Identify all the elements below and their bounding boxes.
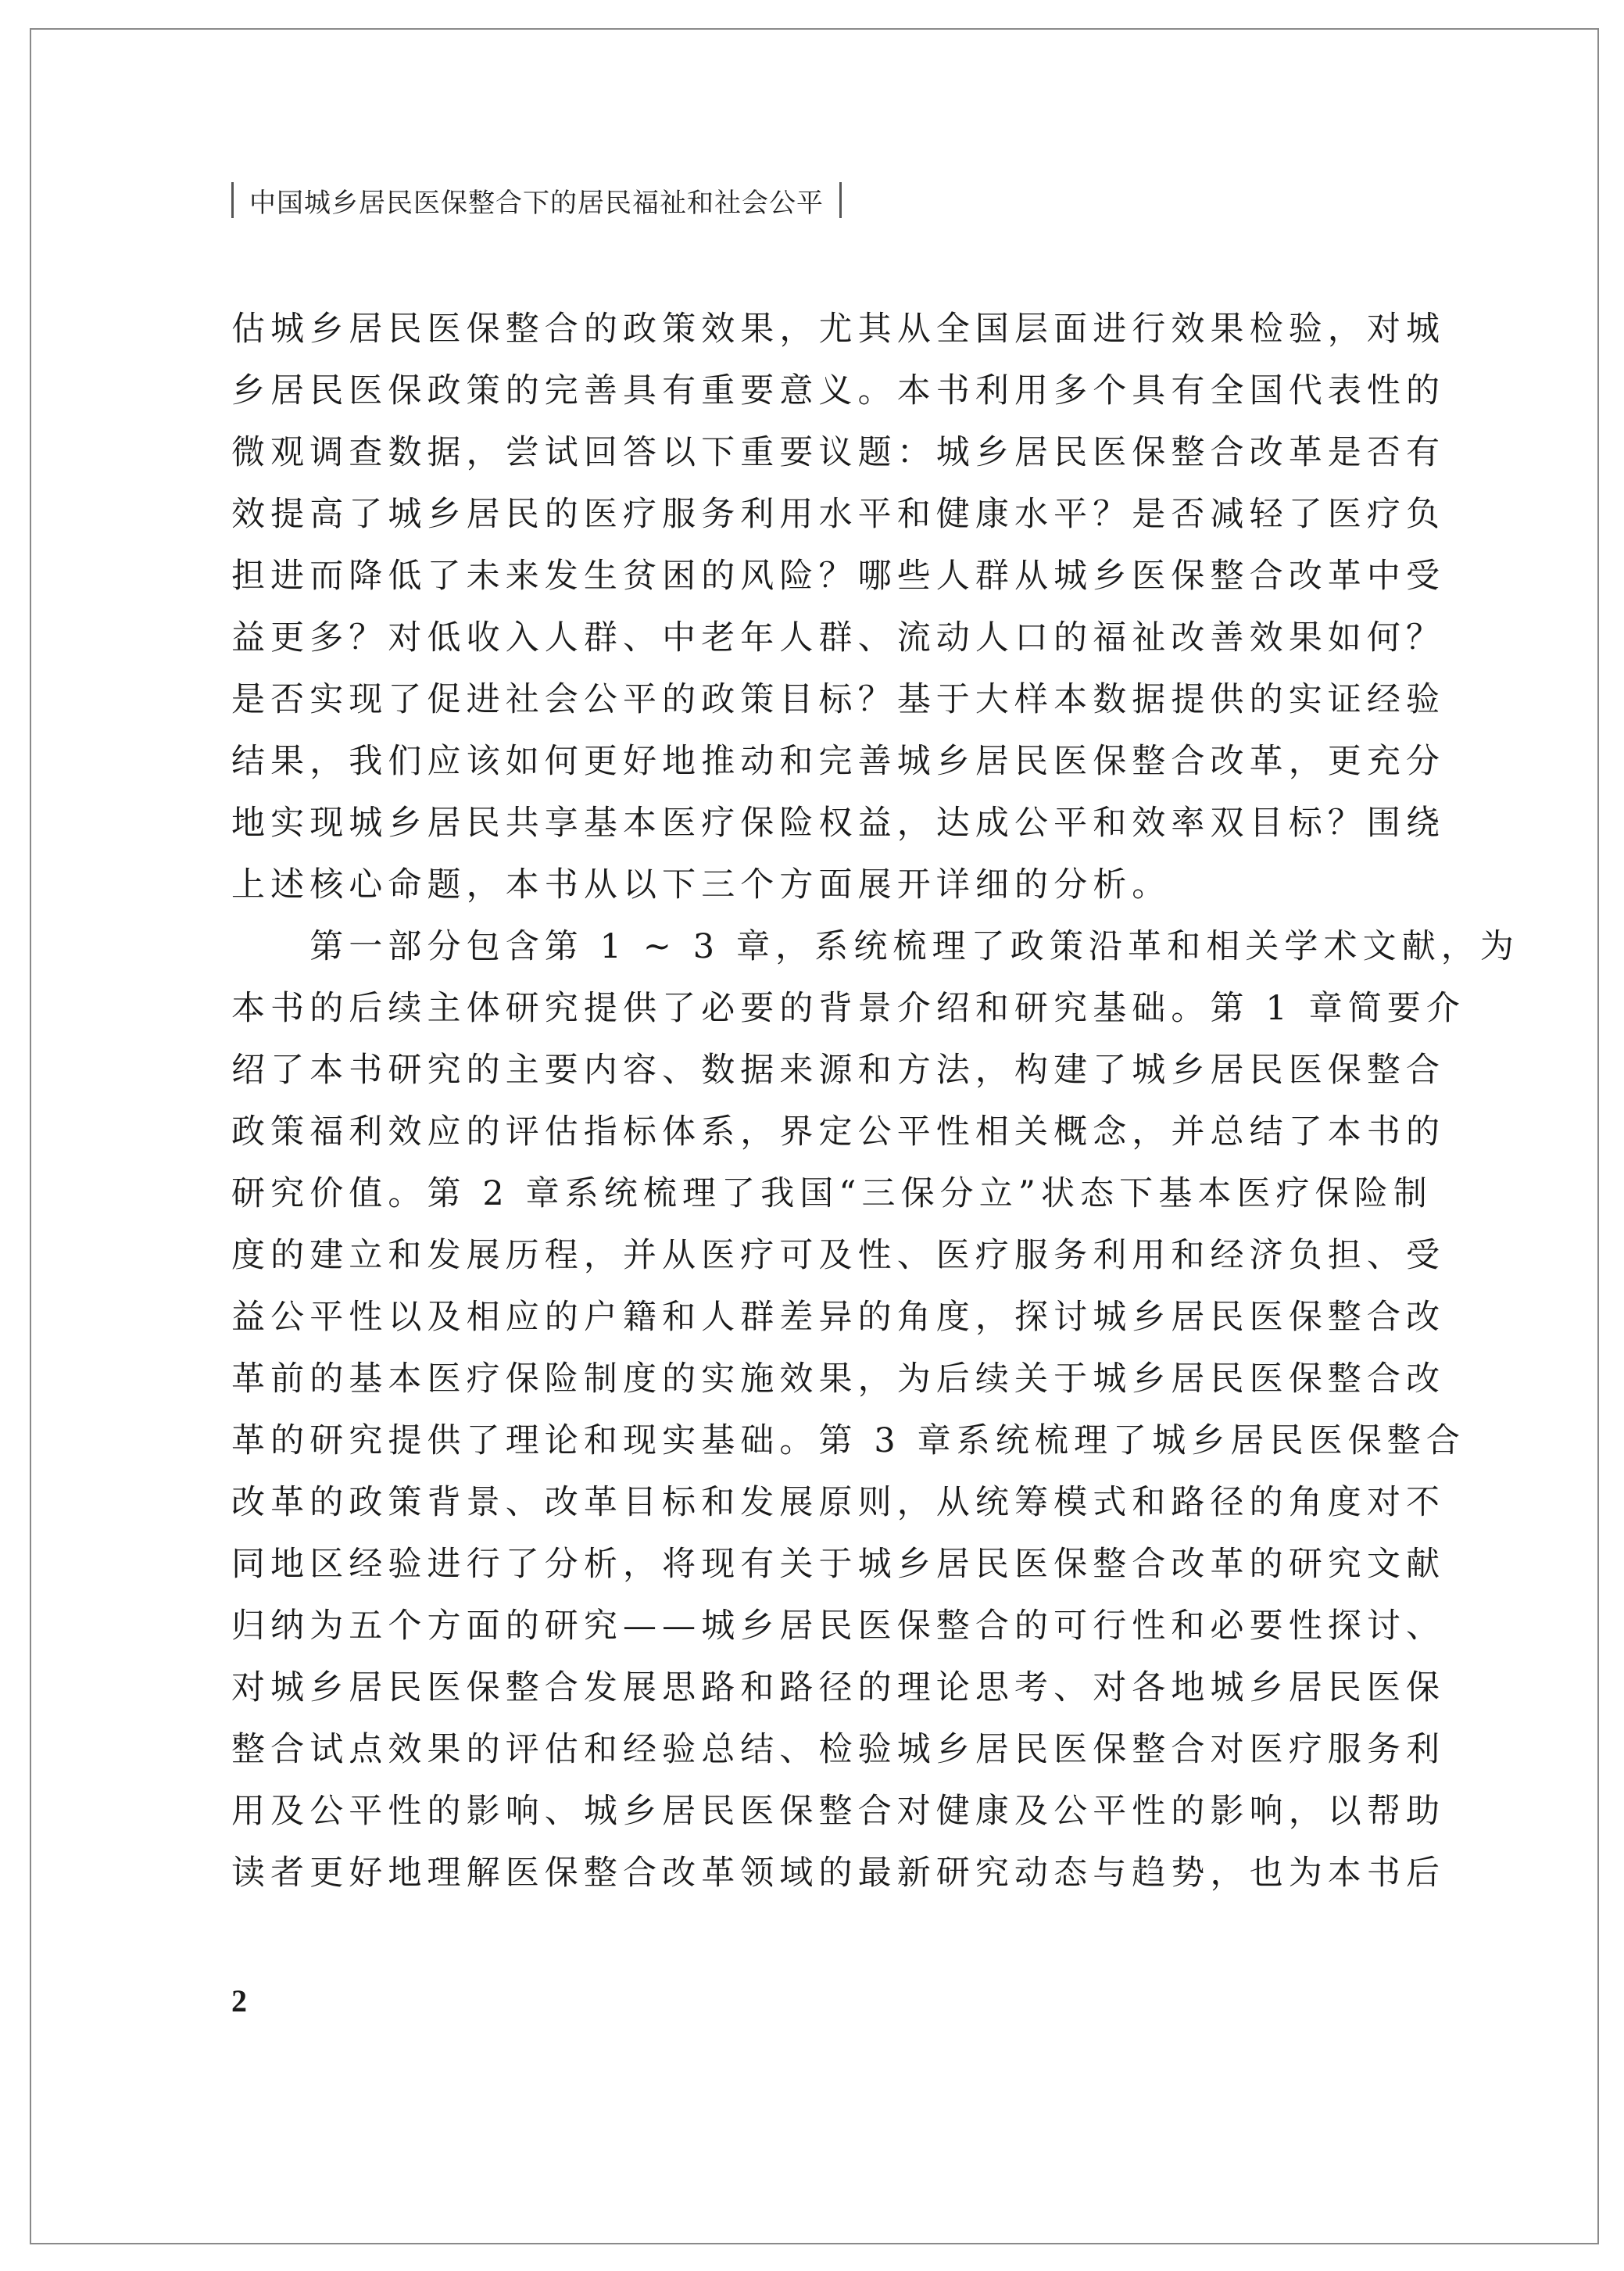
text-line: 同地区经验进行了分析，将现有关于城乡居民医保整合改革的研究文献 (231, 1545, 1446, 1584)
text-line: 益更多？对低收入人群、中老年人群、流动人口的福祉改善效果如何？ (231, 618, 1446, 657)
text-line: 益公平性以及相应的户籍和人群差异的角度，探讨城乡居民医保整合改 (231, 1298, 1446, 1337)
header-right-rule (839, 182, 842, 218)
text-line: 地实现城乡居民共享基本医疗保险权益，达成公平和效率双目标？围绕 (231, 804, 1446, 843)
running-header-title: 中国城乡居民医保整合下的居民福祉和社会公平 (249, 187, 824, 219)
text-line: 本书的后续主体研究提供了必要的背景介绍和研究基础。第 1 章简要介 (231, 989, 1465, 1028)
text-line: 对城乡居民医保整合发展思路和路径的理论思考、对各地城乡居民医保 (231, 1668, 1446, 1707)
text-line: 改革的政策背景、改革目标和发展原则，从统筹模式和路径的角度对不 (231, 1483, 1446, 1522)
text-line: 微观调查数据，尝试回答以下重要议题：城乡居民医保整合改革是否有 (231, 433, 1446, 472)
text-line: 绍了本书研究的主要内容、数据来源和方法，构建了城乡居民医保整合 (231, 1051, 1446, 1090)
text-line: 乡居民医保政策的完善具有重要意义。本书利用多个具有全国代表性的 (231, 371, 1446, 410)
text-line: 度的建立和发展历程，并从医疗可及性、医疗服务利用和经济负担、受 (231, 1236, 1446, 1275)
text-line: 研究价值。第 2 章系统梳理了我国“三保分立”状态下基本医疗保险制 (231, 1174, 1433, 1213)
text-line: 用及公平性的影响、城乡居民医保整合对健康及公平性的影响，以帮助 (231, 1792, 1446, 1831)
text-line: 估城乡居民医保整合的政策效果，尤其从全国层面进行效果检验，对城 (231, 310, 1446, 349)
text-line: 是否实现了促进社会公平的政策目标？基于大样本数据提供的实证经验 (231, 680, 1446, 719)
running-header (231, 178, 842, 222)
text-line: 归纳为五个方面的研究——城乡居民医保整合的可行性和必要性探讨、 (231, 1607, 1446, 1646)
text-line: 政策福利效应的评估指标体系，界定公平性相关概念，并总结了本书的 (231, 1112, 1446, 1152)
text-line: 整合试点效果的评估和经验总结、检验城乡居民医保整合对医疗服务利 (231, 1730, 1446, 1769)
text-line: 革前的基本医疗保险制度的实施效果，为后续关于城乡居民医保整合改 (231, 1359, 1446, 1399)
text-line: 读者更好地理解医保整合改革领域的最新研究动态与趋势，也为本书后 (231, 1854, 1446, 1893)
text-line: 上述核心命题，本书从以下三个方面展开详细的分析。 (231, 865, 1171, 904)
text-line: 效提高了城乡居民的医疗服务利用水平和健康水平？是否减轻了医疗负 (231, 495, 1446, 534)
text-line: 结果，我们应该如何更好地推动和完善城乡居民医保整合改革，更充分 (231, 742, 1446, 781)
text-line: 担进而降低了未来发生贫困的风险？哪些人群从城乡医保整合改革中受 (231, 557, 1446, 596)
text-line: 第一部分包含第 1 ~ 3 章，系统梳理了政策沿革和相关学术文献，为 (231, 927, 1520, 966)
text-line: 革的研究提供了理论和现实基础。第 3 章系统梳理了城乡居民医保整合 (231, 1421, 1465, 1460)
page-number: 2 (231, 1983, 247, 2018)
body-text (231, 299, 1520, 1904)
